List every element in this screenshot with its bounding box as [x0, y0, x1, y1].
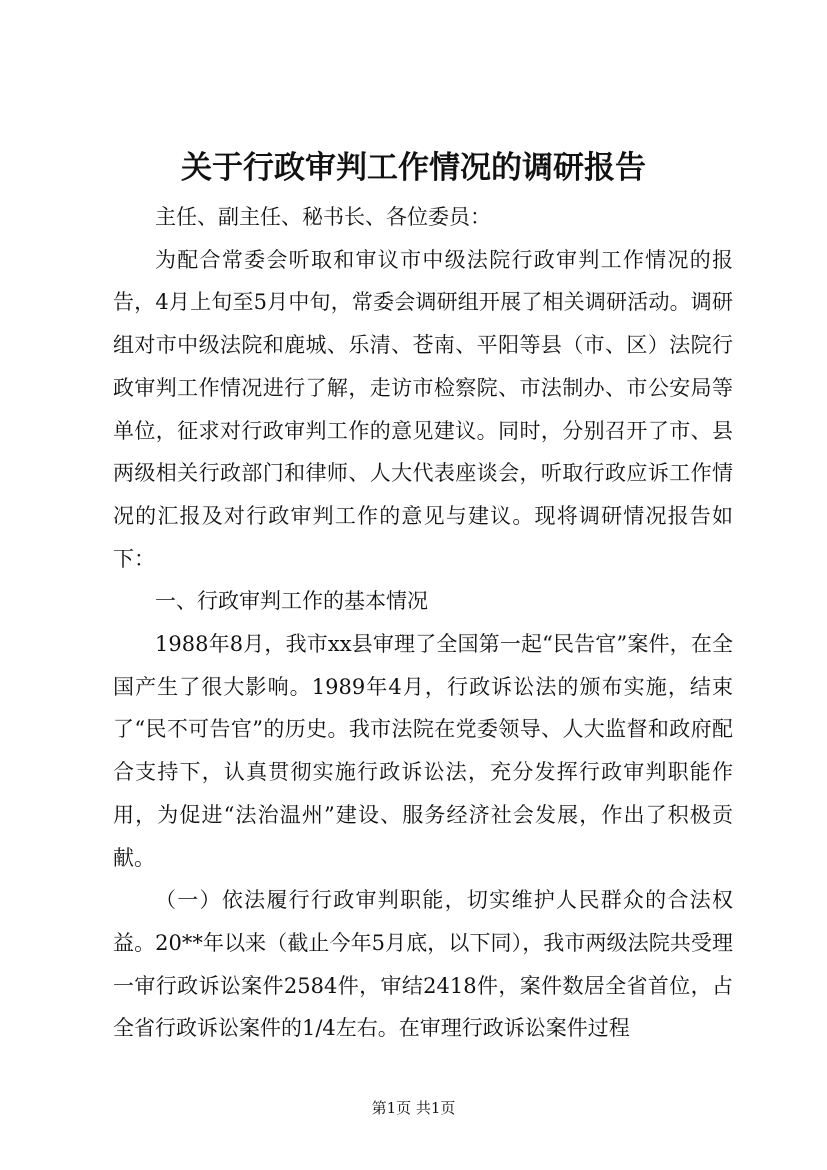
salutation-paragraph: 主任、副主任、秘书长、各位委员：	[155, 205, 491, 229]
page-number-footer: 第1页 共1页	[371, 1099, 456, 1117]
history-paragraph: 1988年8月，我市xx县审理了全国第一起“民告官”案件，在全国产生了很大影响。1989年4月，行政诉讼法的颁布实施，结束了“民不可告官”的历史。我市法院在党委领导、人大监督和政府配合支持下，认真贯彻实施行政诉讼法，充分发挥行政审判职能作用，为促进“法治温州”建设、服务经济社会发展，作出了积极贡献。	[113, 632, 733, 870]
document-body	[113, 196, 733, 1050]
document-title: 关于行政审判工作情况的调研报告	[181, 150, 646, 186]
subsection-paragraph: （一）依法履行行政审判职能，切实维护人民群众的合法权益。20**年以来（截止今年5月底，以下同），我市两级法院共受理一审行政诉讼案件2584件，审结2418件，案件数居全省首位，占全省行政诉讼案件的1/4左右。在审理行政诉讼案件过程	[113, 888, 733, 1041]
section-heading: 一、行政审判工作的基本情况	[155, 589, 428, 614]
intro-paragraph: 为配合常委会听取和审议市中级法院行政审判工作情况的报告，4月上旬至5月中旬，常委会调研组开展了相关调研活动。调研组对市中级法院和鹿城、乐清、苍南、平阳等县（市、区）法院行政审判工作情况进行了解，走访市检察院、市法制办、市公安局等单位，征求对行政审判工作的意见建议。同时，分别召开了市、县两级相关行政部门和律师、人大代表座谈会，听取行政应诉工作情况的汇报及对行政审判工作的意见与建议。现将调研情况报告如下：	[113, 247, 733, 571]
